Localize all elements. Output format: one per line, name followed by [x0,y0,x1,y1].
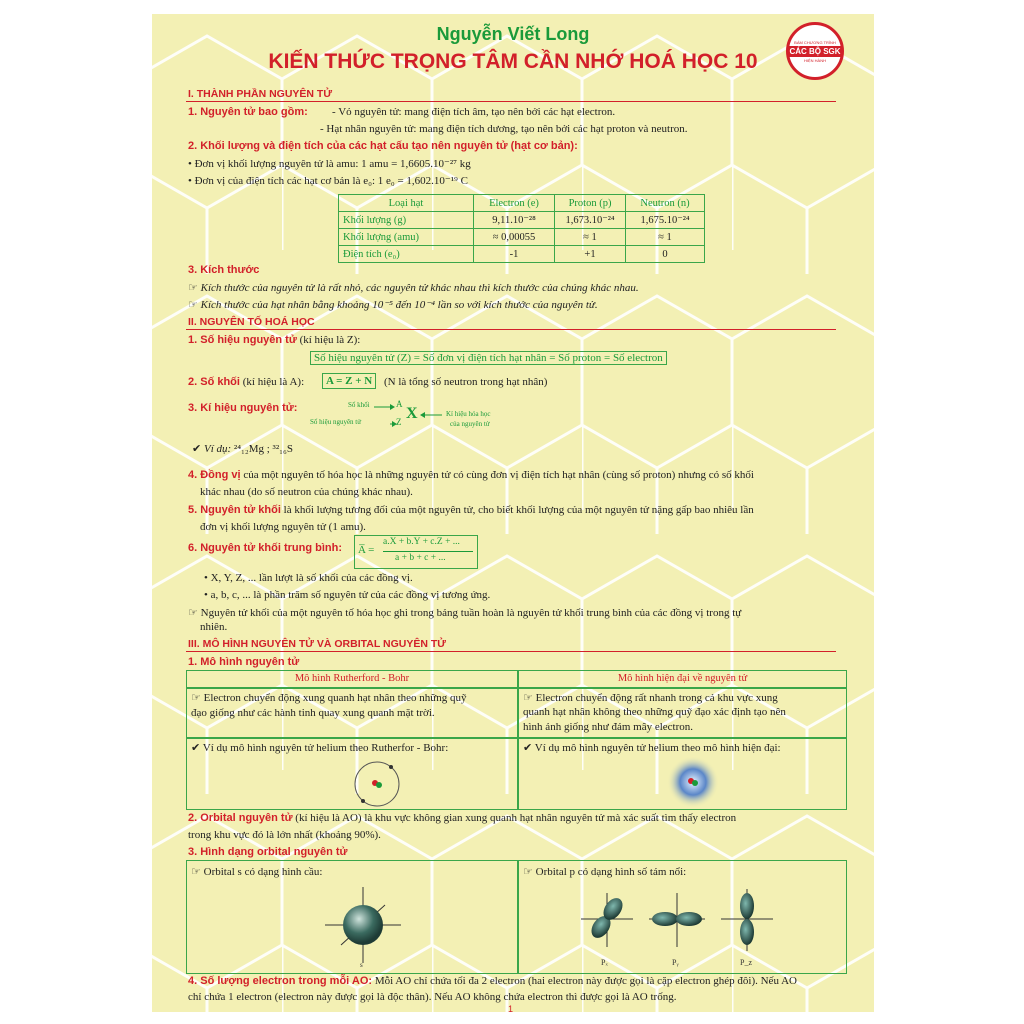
modern-text-1 [523,691,778,704]
notation-a: A [396,399,403,409]
py-orbital [649,893,705,947]
table-cell: Điện tích (e₀) [339,246,474,263]
s1-bullet2-text: Đơn vị của điện tích các hạt cơ bản là e₀: 1 e₀ = 1,602.10⁻¹⁹ C [194,175,468,187]
rutherford-example [191,741,448,754]
s3-p2-line2: trong khu vực đó là lớn nhất (khoảng 90%). [188,829,381,841]
modern-text-1-span: Electron chuyển động rất nhanh trong cả khu vực xung [535,692,778,704]
pointing-hand-icon: ☞ [523,691,533,704]
logo-line1: BÁM CHƯƠNG TRÌNH [794,39,836,45]
row-divider [187,737,846,739]
orbital-p-text: Orbital p có dạng hình số tám nổi: [535,866,687,878]
orbital-p-caption [523,865,686,878]
px-orbital [581,893,633,947]
author-name: Nguyễn Viết Long [436,24,590,44]
pz-orbital [721,889,773,951]
electron-cloud-diagram [665,755,721,809]
section-1-title: I. THÀNH PHẦN NGUYÊN TỬ [188,88,333,100]
logo-badge [786,22,844,80]
page-title: KIẾN THỨC TRỌNG TÂM CẦN NHỚ HOÁ HỌC 10 [268,50,758,73]
s3-p4-line2: chỉ chứa 1 electron (electron này được gọi là độc thân). Nếu AO không chứa electron thì được gọi là AO trống. [188,991,677,1003]
s2-p6-b1-text: X, Y, Z, ... lần lượt là số khối của các đồng vị. [210,572,413,584]
s2-p4-label: 4. Đồng vị [188,469,241,481]
s-orbital-diagram [323,885,403,969]
orbital-s-caption [191,865,322,878]
table-cell: +1 [555,246,626,263]
table-row [339,229,705,246]
s1-p1-label: 1. Nguyên tử bao gồm: [188,106,308,118]
px-label: Pₓ [601,958,608,967]
atomic-number-box: Số hiệu nguyên tử (Z) = Số đơn vị điện tích hạt nhân = Số proton = Số electron [310,351,667,365]
s2-p6-bullet2: • a, b, c, ... là phần trăm số nguyên tử của các đồng vị tương ứng. [204,589,491,601]
s3-p2-label: 2. Orbital nguyên tử [188,812,293,824]
section-2-title: II. NGUYÊN TỐ HOÁ HỌC [188,316,315,328]
orbital-s-text: Orbital s có dạng hình cầu: [203,866,323,878]
s1-bullet1-text: Đơn vị khối lượng nguyên tử là amu: 1 amu = 1,6605.10⁻²⁷ kg [194,158,471,170]
section-divider [186,329,836,330]
s2-p3-label: 3. Kí hiệu nguyên tử: [188,402,298,414]
table-cell: 0 [626,246,705,263]
s3-p1-label: 1. Mô hình nguyên tử [188,656,300,668]
s3-p4-line1: Mỗi AO chỉ chứa tối đa 2 electron (hai electron này được gọi là cặp electron ghép đôi). Nếu AO [374,975,797,987]
table-header-cell: Electron (e) [474,195,555,212]
pz-label: P_z [740,958,752,967]
modern-example [523,741,781,754]
logo-line2: CÁC BỘ SGK [789,46,841,56]
notation-z: Z [396,417,402,427]
table-header-row [339,195,705,212]
s1-p3-line2-text: Kích thước của hạt nhân bằng khoảng 10⁻⁵ đến 10⁻⁴ lần so với kích thước của nguyên tử. [200,299,598,311]
s1-p1-line1: - Vỏ nguyên tử: mang điện tích âm, tạo nên bởi các hạt electron. [332,106,616,118]
s1-p3-line1 [188,281,639,294]
table-header-cell: Proton (p) [555,195,626,212]
s1-p3-label: 3. Kích thước [188,264,260,276]
s2-p2-label: 2. Số khối [188,376,240,388]
s2-example-text: ²⁴₁₂Mg ; ³²₁₆S [233,443,293,455]
fraction-bar [383,551,473,552]
check-icon: ✔ [192,442,202,455]
s2-p5-line1: là khối lượng tương đối của một nguyên tử, cho biết khối lượng của một nguyên tử nặng gấp bao nhiêu lần [283,504,754,516]
rutherford-text-1-span: Electron chuyển động xung quanh hạt nhân theo những quỹ [203,692,467,704]
pointing-hand-icon: ☞ [523,865,533,878]
model-header-modern: Mô hình hiện đại về nguyên tử [617,673,748,684]
s3-p4-label: 4. Số lượng electron trong mỗi AO: [188,975,373,987]
table-header-cell: Loại hạt [339,195,474,212]
pointing-hand-icon: ☞ [188,606,198,619]
s2-p5-label: 5. Nguyên tử khối [188,504,281,516]
s3-p2-line1: (kí hiệu là AO) là khu vực không gian xung quanh hạt nhân nguyên tử mà xác suất tìm thấy electron [295,812,737,824]
table-cell: ≈ 0,00055 [474,229,555,246]
s2-p6-note2: nhiên. [200,621,228,633]
s3-p3-label: 3. Hình dạng orbital nguyên tử [188,846,348,858]
table-cell: ≈ 1 [626,229,705,246]
model-header-rutherford: Mô hình Rutherford - Bohr [294,673,410,684]
s2-p5 [188,504,754,516]
column-divider [517,861,519,973]
s1-p2-label: 2. Khối lượng và điện tích của các hạt cấu tạo nên nguyên tử (hạt cơ bản): [188,140,578,152]
s2-p6-note [188,606,741,619]
atomic-number-label: Số hiệu nguyên tử [310,418,362,426]
modern-text-3: hình ảnh giống như đám mây electron. [523,721,694,733]
table-header-cell: Neutron (n) [626,195,705,212]
section-3-title: III. MÔ HÌNH NGUYÊN TỬ VÀ ORBITAL NGUYÊN TỬ [188,638,446,650]
s2-p4-line1: của một nguyên tố hóa học là những nguyên tử có cùng đơn vị điện tích hạt nhân (cùng số proton) nhưng có số khối [243,469,754,481]
pointing-hand-icon: ☞ [191,691,201,704]
s-axis-label: s [360,961,363,969]
atomic-model-table [186,670,847,810]
s2-p1 [188,334,360,346]
s1-p1-line2: - Hạt nhân nguyên tử: mang điện tích dương, tạo nên bởi các hạt proton và neutron. [320,123,688,135]
table-cell: 9,11.10⁻²⁸ [474,212,555,229]
s2-p2-rest: (kí hiệu là A): [242,376,305,388]
check-icon: ✔ [523,741,533,754]
table-row [339,212,705,229]
column-divider [517,671,519,809]
s3-p4 [188,975,797,987]
row-divider [187,687,846,689]
table-cell: 1,673.10⁻²⁴ [555,212,626,229]
s2-p6-b2-text: a, b, c, ... là phần trăm số nguyên tử của các đồng vị tương ứng. [210,589,491,601]
table-cell: 1,675.10⁻²⁴ [626,212,705,229]
formula-lhs: A̅ = [358,544,375,556]
bohr-model-diagram [347,757,407,809]
pointing-hand-icon: ☞ [188,298,198,311]
table-cell: -1 [474,246,555,263]
formula-numerator: a.X + b.Y + c.Z + ... [383,537,460,547]
table-row [339,246,705,263]
s2-p5-line2: đơn vị khối lượng nguyên tử (1 amu). [200,521,366,533]
pointing-hand-icon: ☞ [188,281,198,294]
rutherford-example-text: Ví dụ mô hình nguyên tử helium theo Rutherfor - Bohr: [202,742,449,754]
s1-bullet1: • Đơn vị khối lượng nguyên tử là amu: 1 amu = 1,6605.10⁻²⁷ kg [188,158,471,170]
s2-p2 [188,376,304,388]
s2-p2-note: (N là tổng số neutron trong hạt nhân) [384,376,548,388]
average-mass-formula-box [354,535,478,569]
s2-p4-line2: khác nhau (do số neutron của chúng khác nhau). [200,486,413,498]
notation-x: X [406,405,418,422]
symbol-label-2: của nguyên tử [450,420,490,428]
s1-p3-line2 [188,298,598,311]
s2-p6-label: 6. Nguyên tử khối trung bình: [188,542,343,554]
table-cell: Khối lượng (amu) [339,229,474,246]
s3-p2 [188,812,736,824]
document-page [152,14,874,1012]
particle-table [338,194,705,263]
rutherford-text-1 [191,691,467,704]
page-number: 1 [508,1004,514,1012]
section-divider [186,651,836,652]
s1-bullet2: • Đơn vị của điện tích các hạt cơ bản là e₀: 1 e₀ = 1,602.10⁻¹⁹ C [188,175,468,187]
py-label: Pᵧ [672,958,679,967]
s2-p1-label: 1. Số hiệu nguyên tử [188,334,297,346]
s2-example [192,442,293,455]
section-divider [186,101,836,102]
modern-text-2: quanh hạt nhân không theo những quỹ đạo xác định tạo nên [523,706,786,718]
s2-p1-rest: (kí hiệu là Z): [299,334,361,346]
p-orbital-diagrams [577,885,777,973]
s2-example-label: Ví dụ: [203,443,232,455]
mass-number-box: A = Z + N [322,373,376,389]
s2-p4 [188,469,754,481]
s2-p6-note1: Nguyên tử khối của một nguyên tố hóa học ghi trong bảng tuần hoàn là nguyên tử khối trung bình của các đồng vị trong tự [200,607,742,619]
orbital-shape-table [186,860,847,974]
s1-p3-line1-text: Kích thước của nguyên tử là rất nhỏ, các nguyên tử khác nhau thì kích thước của chúng khác nhau. [200,282,639,294]
mass-number-label: Số khối [348,401,370,409]
modern-example-text: Ví dụ mô hình nguyên tử helium theo mô hình hiện đại: [534,742,781,754]
table-cell: ≈ 1 [555,229,626,246]
check-icon: ✔ [191,741,201,754]
pointing-hand-icon: ☞ [191,865,201,878]
s2-p6-bullet1: • X, Y, Z, ... lần lượt là số khối của các đồng vị. [204,572,413,584]
rutherford-text-2: đạo giống như các hành tinh quay xung quanh mặt trời. [191,707,435,719]
symbol-label-1: Kí hiệu hóa học [446,410,491,418]
logo-line3: HIỆN HÀNH [803,57,826,63]
formula-denominator: a + b + c + ... [395,553,446,563]
table-cell: Khối lượng (g) [339,212,474,229]
